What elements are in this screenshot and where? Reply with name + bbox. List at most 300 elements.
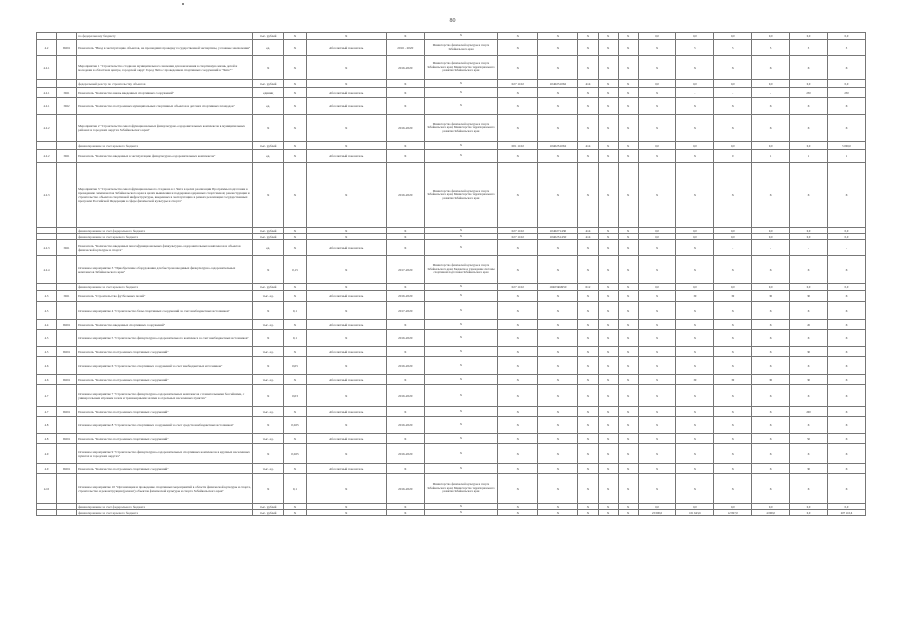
- table-cell: 250: [827, 88, 865, 98]
- table-cell: -: [714, 240, 752, 256]
- table-cell: X: [284, 291, 306, 302]
- table-cell: тыс. рублей: [253, 228, 284, 234]
- table-cell: X: [618, 163, 638, 228]
- table-cell: Абсолютный показатель: [306, 375, 386, 385]
- table-cell: [57, 330, 77, 347]
- table-cell: X: [827, 56, 865, 80]
- table-cell: X: [306, 234, 386, 240]
- table-cell: X: [306, 80, 386, 88]
- table-cell: X: [598, 320, 618, 330]
- table-cell: X: [827, 464, 865, 474]
- table-cell: финансирование за счет федерального бюджета: [77, 228, 253, 234]
- table-cell: X: [498, 385, 538, 407]
- table-cell: X: [424, 504, 498, 510]
- table-cell: тыс. ед.: [253, 464, 284, 474]
- table-cell: X: [714, 417, 752, 434]
- table-cell: 5: [752, 40, 790, 56]
- table-cell: X: [598, 284, 618, 291]
- table-cell: X: [253, 385, 284, 407]
- table-cell: Показатель "Количество построенных спортивных сооружений": [77, 464, 253, 474]
- table-cell: 0,0: [790, 80, 828, 88]
- table-cell: Основное мероприятие 3 "Приобретение оборудования для быстровозводимых физкультурно-оздоровительных комплексов Забайкальского края": [77, 256, 253, 284]
- table-cell: 4.4: [37, 320, 57, 330]
- table-cell: 0,15: [284, 256, 306, 284]
- table-cell: 1: [790, 150, 828, 163]
- table-cell: [57, 33, 77, 40]
- table-cell: 30: [676, 291, 714, 302]
- table-cell: [57, 474, 77, 504]
- table-cell: X: [618, 407, 638, 417]
- table-cell: тыс. рублей: [253, 33, 284, 40]
- table-cell: X: [284, 240, 306, 256]
- table-cell: X: [827, 291, 865, 302]
- table-cell: X: [676, 256, 714, 284]
- table-cell: 0,025: [284, 444, 306, 464]
- table-cell: X: [578, 385, 598, 407]
- table-cell: Показатель "Строительство футбольных полей": [77, 291, 253, 302]
- table-row-ind: [37, 291, 866, 302]
- table-cell: Показатель "Количество построенных спортивных сооружений": [77, 434, 253, 444]
- table-cell: 0,0: [827, 33, 865, 40]
- table-cell: X: [498, 163, 538, 228]
- table-cell: 0,0: [714, 234, 752, 240]
- table-cell: X: [676, 474, 714, 504]
- table-cell: X: [424, 98, 498, 115]
- table-cell: X: [284, 504, 306, 510]
- table-cell: X: [638, 474, 676, 504]
- page-number: 80: [449, 18, 456, 24]
- table-cell: 414: [578, 228, 598, 234]
- table-cell: Абсолютный показатель: [306, 407, 386, 417]
- table-cell: X: [618, 320, 638, 330]
- table-cell: X: [618, 234, 638, 240]
- table-cell: X: [253, 357, 284, 375]
- table-cell: X: [424, 510, 498, 516]
- table-cell: X: [538, 510, 578, 516]
- table-cell: X: [752, 56, 790, 80]
- table-cell: X: [386, 510, 424, 516]
- table-cell: X: [618, 98, 638, 115]
- table-row-ind: [37, 88, 866, 98]
- table-cell: X: [827, 302, 865, 320]
- table-cell: Основное мероприятие 4 "Строительство базы спортивных сооружений за счет внебюджетных источников": [77, 302, 253, 320]
- table-cell: X: [424, 291, 498, 302]
- table-cell: тыс. рублей: [253, 284, 284, 291]
- table-cell: тыс. рублей: [253, 234, 284, 240]
- table-cell: X: [638, 56, 676, 80]
- table-cell: X: [598, 150, 618, 163]
- table-cell: X: [498, 510, 538, 516]
- table-cell: X: [638, 375, 676, 385]
- table-cell: [57, 417, 77, 434]
- table-cell: X: [306, 56, 386, 80]
- table-cell: X: [676, 150, 714, 163]
- table-cell: 10402S1062: [538, 142, 578, 150]
- table-cell: ед.: [253, 40, 284, 56]
- table-cell: X: [538, 347, 578, 357]
- table-cell: X: [578, 357, 598, 375]
- table-cell: X: [386, 320, 424, 330]
- table-cell: X: [538, 115, 578, 142]
- table-cell: X: [598, 444, 618, 464]
- table-cell: X: [827, 256, 865, 284]
- program-table: [36, 32, 866, 516]
- table-cell: X: [714, 163, 752, 228]
- table-cell: X: [538, 504, 578, 510]
- table-row-meas: [37, 163, 866, 228]
- table-cell: финансирование за счет краевого бюджета: [77, 510, 253, 516]
- table-cell: X: [752, 407, 790, 417]
- table-cell: X: [538, 163, 578, 228]
- table-cell: 0,0: [714, 80, 752, 88]
- table-cell: X: [676, 302, 714, 320]
- table-cell: X: [498, 256, 538, 284]
- table-cell: Основное мероприятие 6 "Строительство спортивных сооружений за счет внебюджетных источников": [77, 357, 253, 375]
- table-cell: 0,0: [827, 234, 865, 240]
- table-cell: X: [498, 302, 538, 320]
- table-cell: X: [618, 256, 638, 284]
- table-cell: X: [538, 56, 578, 80]
- table-row-ind: [37, 347, 866, 357]
- table-cell: X: [714, 357, 752, 375]
- table-cell: X: [598, 504, 618, 510]
- table-cell: X: [424, 444, 498, 464]
- table-cell: X: [424, 302, 498, 320]
- table-cell: ПО61: [57, 464, 77, 474]
- table-cell: финансирование за счет федерального бюджета: [77, 504, 253, 510]
- table-cell: ПО1: [57, 240, 77, 256]
- table-cell: 2016-2020: [386, 357, 424, 375]
- table-cell: X: [306, 256, 386, 284]
- table-cell: 200: [790, 407, 828, 417]
- table-cell: X: [638, 240, 676, 256]
- table-cell: 0,0: [790, 142, 828, 150]
- table-cell: Министерство физической культуры и спорта Забайкальского края; Министерство территориального развития Забайкальского края: [424, 56, 498, 80]
- table-cell: X: [284, 163, 306, 228]
- table-cell: Показатель "Количество введенных в эксплуатацию физкультурно-оздоровительных комплексов": [77, 150, 253, 163]
- table-cell: X: [498, 40, 538, 56]
- table-cell: X: [284, 150, 306, 163]
- table-cell: X: [618, 357, 638, 375]
- table-cell: 0,0: [827, 284, 865, 291]
- table-cell: 0,0: [676, 234, 714, 240]
- table-cell: тыс. ед.: [253, 375, 284, 385]
- table-cell: X: [618, 302, 638, 320]
- table-cell: 0,0: [638, 284, 676, 291]
- table-cell: X: [538, 40, 578, 56]
- table-cell: X: [578, 115, 598, 142]
- table-cell: 4.5: [37, 302, 57, 320]
- table-cell: Показатель "Количество введенных многофункциональных физкультурно-оздоровительных комплексов и объектов физической культуры и спорта": [77, 240, 253, 256]
- table-cell: X: [538, 256, 578, 284]
- table-cell: 2017-2020: [386, 256, 424, 284]
- table-cell: ПО1: [57, 291, 77, 302]
- table-cell: X: [638, 88, 676, 98]
- table-cell: 4.2.1: [37, 88, 57, 98]
- table-cell: 0,0: [676, 33, 714, 40]
- table-cell: X: [306, 163, 386, 228]
- table-cell: X: [790, 56, 828, 80]
- table-cell: [57, 284, 77, 291]
- table-cell: X: [676, 56, 714, 80]
- table-cell: X: [578, 98, 598, 115]
- table-cell: ПО1: [57, 150, 77, 163]
- table-cell: X: [598, 417, 618, 434]
- table-cell: X: [638, 302, 676, 320]
- table-cell: X: [578, 40, 598, 56]
- table-cell: 30: [790, 375, 828, 385]
- table-cell: X: [306, 33, 386, 40]
- table-cell: 2016-2020: [386, 330, 424, 347]
- table-cell: X: [578, 510, 598, 516]
- table-cell: X: [386, 407, 424, 417]
- table-cell: Показатель "Количество введенных спортивных сооружений": [77, 320, 253, 330]
- table-cell: X: [498, 407, 538, 417]
- table-cell: X: [598, 434, 618, 444]
- table-cell: Показатель "Количество построенных спортивных сооружений": [77, 407, 253, 417]
- table-cell: X: [618, 142, 638, 150]
- table-cell: X: [638, 347, 676, 357]
- table-cell: ПО61: [57, 347, 77, 357]
- table-cell: X: [253, 163, 284, 228]
- table-cell: X: [752, 444, 790, 464]
- table-cell: X: [598, 40, 618, 56]
- table-cell: 2016 - 2020: [386, 40, 424, 56]
- table-row-meas: [37, 474, 866, 504]
- table-cell: X: [424, 434, 498, 444]
- table-cell: X: [538, 375, 578, 385]
- table-cell: X: [827, 98, 865, 115]
- table-cell: Абсолютный показатель: [306, 320, 386, 330]
- table-cell: X: [790, 115, 828, 142]
- table-cell: [37, 510, 57, 516]
- table-cell: Абсолютный показатель: [306, 464, 386, 474]
- table-cell: X: [618, 464, 638, 474]
- table-cell: X: [714, 434, 752, 444]
- table-row-src: [37, 142, 866, 150]
- table-cell: 0,0: [676, 142, 714, 150]
- table-cell: X: [598, 302, 618, 320]
- table-cell: X: [618, 474, 638, 504]
- table-row-ind: [37, 150, 866, 163]
- table-cell: X: [538, 150, 578, 163]
- table-cell: X: [676, 115, 714, 142]
- table-cell: X: [676, 163, 714, 228]
- table-cell: Абсолютный показатель: [306, 98, 386, 115]
- table-cell: X: [538, 385, 578, 407]
- table-cell: X: [284, 464, 306, 474]
- table-cell: 2016-2020: [386, 444, 424, 464]
- table-body: [37, 33, 866, 516]
- table-cell: Основное мероприятие 9 "Строительство физкультурно-оздоровительных спортивных комплексов в крупных населенных пунктах и городских округах": [77, 444, 253, 464]
- table-cell: X: [598, 163, 618, 228]
- table-cell: X: [752, 474, 790, 504]
- table-cell: X: [284, 228, 306, 234]
- table-cell: X: [578, 240, 598, 256]
- table-cell: 4.8: [37, 434, 57, 444]
- table-cell: 2016-2020: [386, 115, 424, 142]
- table-cell: X: [253, 56, 284, 80]
- table-cell: Абсолютный показатель: [306, 240, 386, 256]
- table-cell: 5: [827, 40, 865, 56]
- table-cell: 30: [790, 347, 828, 357]
- table-cell: X: [306, 444, 386, 464]
- table-cell: X: [306, 504, 386, 510]
- table-cell: 027 1102: [498, 284, 538, 291]
- table-cell: 4 000,0: [752, 510, 790, 516]
- table-cell: X: [618, 88, 638, 98]
- table-cell: X: [676, 434, 714, 444]
- table-cell: X: [598, 142, 618, 150]
- table-cell: X: [598, 240, 618, 256]
- table-row-meas: [37, 56, 866, 80]
- table-cell: 0,0: [752, 234, 790, 240]
- table-cell: X: [284, 33, 306, 40]
- table-cell: Абсолютный показатель: [306, 347, 386, 357]
- table-cell: X: [752, 98, 790, 115]
- table-cell: X: [618, 347, 638, 357]
- table-cell: X: [386, 33, 424, 40]
- table-row-ind: [37, 464, 866, 474]
- table-cell: X: [284, 88, 306, 98]
- table-cell: 612: [578, 284, 598, 291]
- table-cell: X: [424, 150, 498, 163]
- table-cell: X: [827, 347, 865, 357]
- table-cell: 0,0: [638, 142, 676, 150]
- table-cell: ед.: [253, 150, 284, 163]
- table-cell: [37, 284, 57, 291]
- table-cell: X: [424, 347, 498, 357]
- table-cell: X: [714, 302, 752, 320]
- table-cell: X: [676, 444, 714, 464]
- table-cell: X: [386, 150, 424, 163]
- table-cell: 0,0: [714, 284, 752, 291]
- table-row-src: [37, 510, 866, 516]
- table-cell: 1: [827, 150, 865, 163]
- table-cell: X: [424, 464, 498, 474]
- table-cell: тыс. рублей: [253, 504, 284, 510]
- table-cell: X: [714, 256, 752, 284]
- table-cell: 0,1: [284, 330, 306, 347]
- table-cell: X: [618, 40, 638, 56]
- table-cell: X: [827, 357, 865, 375]
- table-cell: ПО61: [57, 407, 77, 417]
- table-cell: тыс. рублей: [253, 510, 284, 516]
- table-cell: 0,0: [752, 284, 790, 291]
- table-cell: X: [424, 417, 498, 434]
- table-cell: X: [676, 407, 714, 417]
- table-cell: 0,0: [752, 228, 790, 234]
- table-cell: 1040271430: [538, 228, 578, 234]
- table-cell: финансирование за счет краевого бюджета: [77, 234, 253, 240]
- table-cell: [57, 163, 77, 228]
- table-cell: X: [578, 150, 598, 163]
- table-cell: X: [714, 115, 752, 142]
- table-cell: X: [253, 474, 284, 504]
- table-cell: X: [284, 347, 306, 357]
- table-cell: 4.9: [37, 444, 57, 464]
- table-cell: 0,0: [638, 234, 676, 240]
- table-cell: X: [578, 88, 598, 98]
- table-cell: 4.8: [37, 417, 57, 434]
- table-cell: X: [790, 385, 828, 407]
- table-cell: X: [598, 33, 618, 40]
- table-cell: Мероприятие 2 "Строительство многофункциональных физкультурно-оздоровительных комплексов в муниципальных районах и городских округах Забайкальского края": [77, 115, 253, 142]
- table-cell: X: [306, 357, 386, 375]
- table-cell: 0,0: [676, 80, 714, 88]
- table-cell: Абсолютный показатель: [306, 150, 386, 163]
- table-cell: X: [424, 375, 498, 385]
- table-cell: X: [538, 357, 578, 375]
- table-cell: X: [598, 115, 618, 142]
- table-cell: тыс. рублей: [253, 142, 284, 150]
- table-cell: X: [386, 347, 424, 357]
- table-cell: X: [578, 504, 598, 510]
- table-cell: X: [498, 357, 538, 375]
- table-cell: 30: [752, 375, 790, 385]
- table-cell: 4.9: [37, 464, 57, 474]
- table-cell: 0,1: [284, 474, 306, 504]
- table-row-meas: [37, 115, 866, 142]
- table-cell: 5: [714, 40, 752, 56]
- table-cell: X: [598, 385, 618, 407]
- table-cell: X: [827, 375, 865, 385]
- table-cell: 30: [790, 464, 828, 474]
- table-cell: 0,0: [676, 504, 714, 510]
- table-cell: [57, 444, 77, 464]
- table-cell: X: [752, 417, 790, 434]
- table-cell: X: [424, 240, 498, 256]
- table-cell: 0: [714, 150, 752, 163]
- table-cell: -: [752, 240, 790, 256]
- table-row-meas: [37, 417, 866, 434]
- table-cell: X: [598, 256, 618, 284]
- table-cell: X: [498, 291, 538, 302]
- table-cell: X: [578, 474, 598, 504]
- table-cell: 23 000,0: [638, 510, 676, 516]
- table-cell: 4.2.2: [37, 150, 57, 163]
- table-cell: [57, 142, 77, 150]
- table-cell: тыс. ед.: [253, 434, 284, 444]
- table-cell: X: [638, 291, 676, 302]
- table-cell: X: [424, 33, 498, 40]
- table-cell: X: [284, 375, 306, 385]
- table-cell: 30: [790, 291, 828, 302]
- table-cell: [57, 510, 77, 516]
- table-cell: тыс. ед.: [253, 320, 284, 330]
- table-cell: X: [284, 320, 306, 330]
- table-cell: X: [284, 98, 306, 115]
- table-cell: X: [827, 407, 865, 417]
- table-cell: X: [284, 80, 306, 88]
- table-cell: X: [598, 88, 618, 98]
- table-cell: X: [306, 417, 386, 434]
- table-cell: 30: [752, 291, 790, 302]
- table-cell: 027 1102: [498, 234, 538, 240]
- table-cell: X: [284, 407, 306, 417]
- table-cell: Абсолютный показатель: [306, 291, 386, 302]
- table-cell: 50: [790, 434, 828, 444]
- table-cell: X: [790, 444, 828, 464]
- table-cell: X: [578, 291, 598, 302]
- table-cell: X: [618, 385, 638, 407]
- table-cell: 4.2.2: [37, 115, 57, 142]
- table-cell: X: [498, 33, 538, 40]
- table-cell: X: [752, 434, 790, 444]
- table-cell: [37, 142, 57, 150]
- table-cell: 2016-2020: [386, 56, 424, 80]
- table-cell: X: [498, 150, 538, 163]
